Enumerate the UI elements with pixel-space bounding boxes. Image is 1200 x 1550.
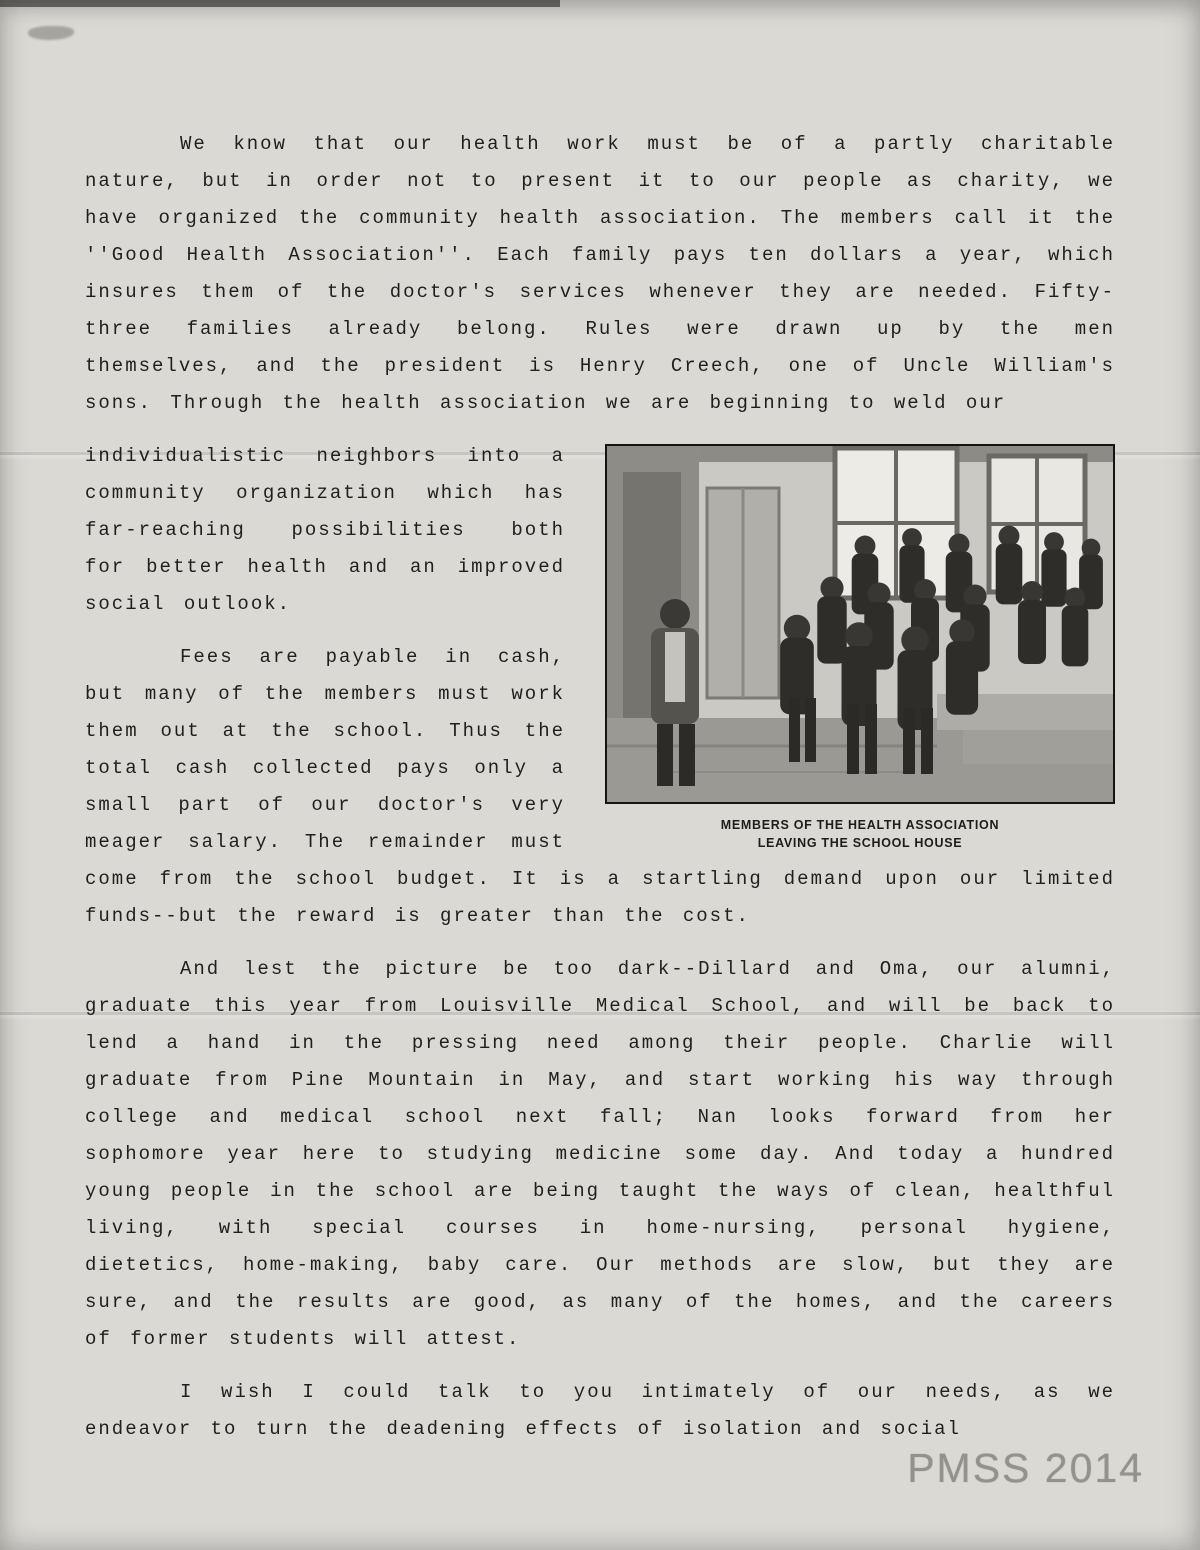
photo-caption-line1: MEMBERS OF THE HEALTH ASSOCIATION xyxy=(720,818,1000,832)
archive-watermark: PMSS 2014 xyxy=(907,1445,1144,1491)
group-photo-illustration xyxy=(607,446,1113,802)
photo-figure xyxy=(605,444,1115,852)
health-association-photo xyxy=(605,444,1115,804)
photo-caption xyxy=(605,816,1115,852)
photo-caption-line2: LEAVING THE SCHOOL HOUSE xyxy=(757,836,963,850)
paragraph-alumni: And lest the picture be too dark--Dillard and Oma, our alumni, graduate this year from Louisville Medical School, and will be back to lend a hand in the pressing need among their people. Charlie will graduate from Pine Mountain in May, and start working his way through college and medical school next fall; Nan looks forward from her sophomore year here to studying medicine some day. And today a hundred young people in the school are being taught the ways of clean, healthful living, with special courses in home-nursing, personal hygiene, dietetics, home-making, baby care. Our methods are slow, but they are sure, and the results are good, as many of the homes, and the careers of former students will attest. xyxy=(85,958,1115,1350)
paragraph-closing: I wish I could talk to you intimately of our needs, as we endeavor to turn the deadening effects of isolation and social xyxy=(85,1381,1115,1440)
paragraph-health-association: We know that our health work must be of a partly charitable nature, but in order not to present it to our people as charity, we have organized the community health association. The members call it the ''Good Health Association''. Each family pays ten dollars a year, which insures them of the doctor's services whenever they are needed. Fifty-three families already belong. Rules were drawn up by the men themselves, and the president is Henry Creech, one of Uncle William's sons. Through the health association we are beginning to weld our xyxy=(85,133,1115,414)
paragraph-health-association-continued: individualistic neighbors into a community organization which has far-reaching possibilities both for better health and an improved social outlook. xyxy=(85,445,565,615)
paragraph-fees: Fees are payable in cash, but many of the members must work them out at the school. Thus the total cash collected pays only a small part of our doctor's very meager salary. The remainder must come from the school budget. It is a startling demand upon our limited funds--but the reward is greater than the cost. xyxy=(85,646,1115,927)
